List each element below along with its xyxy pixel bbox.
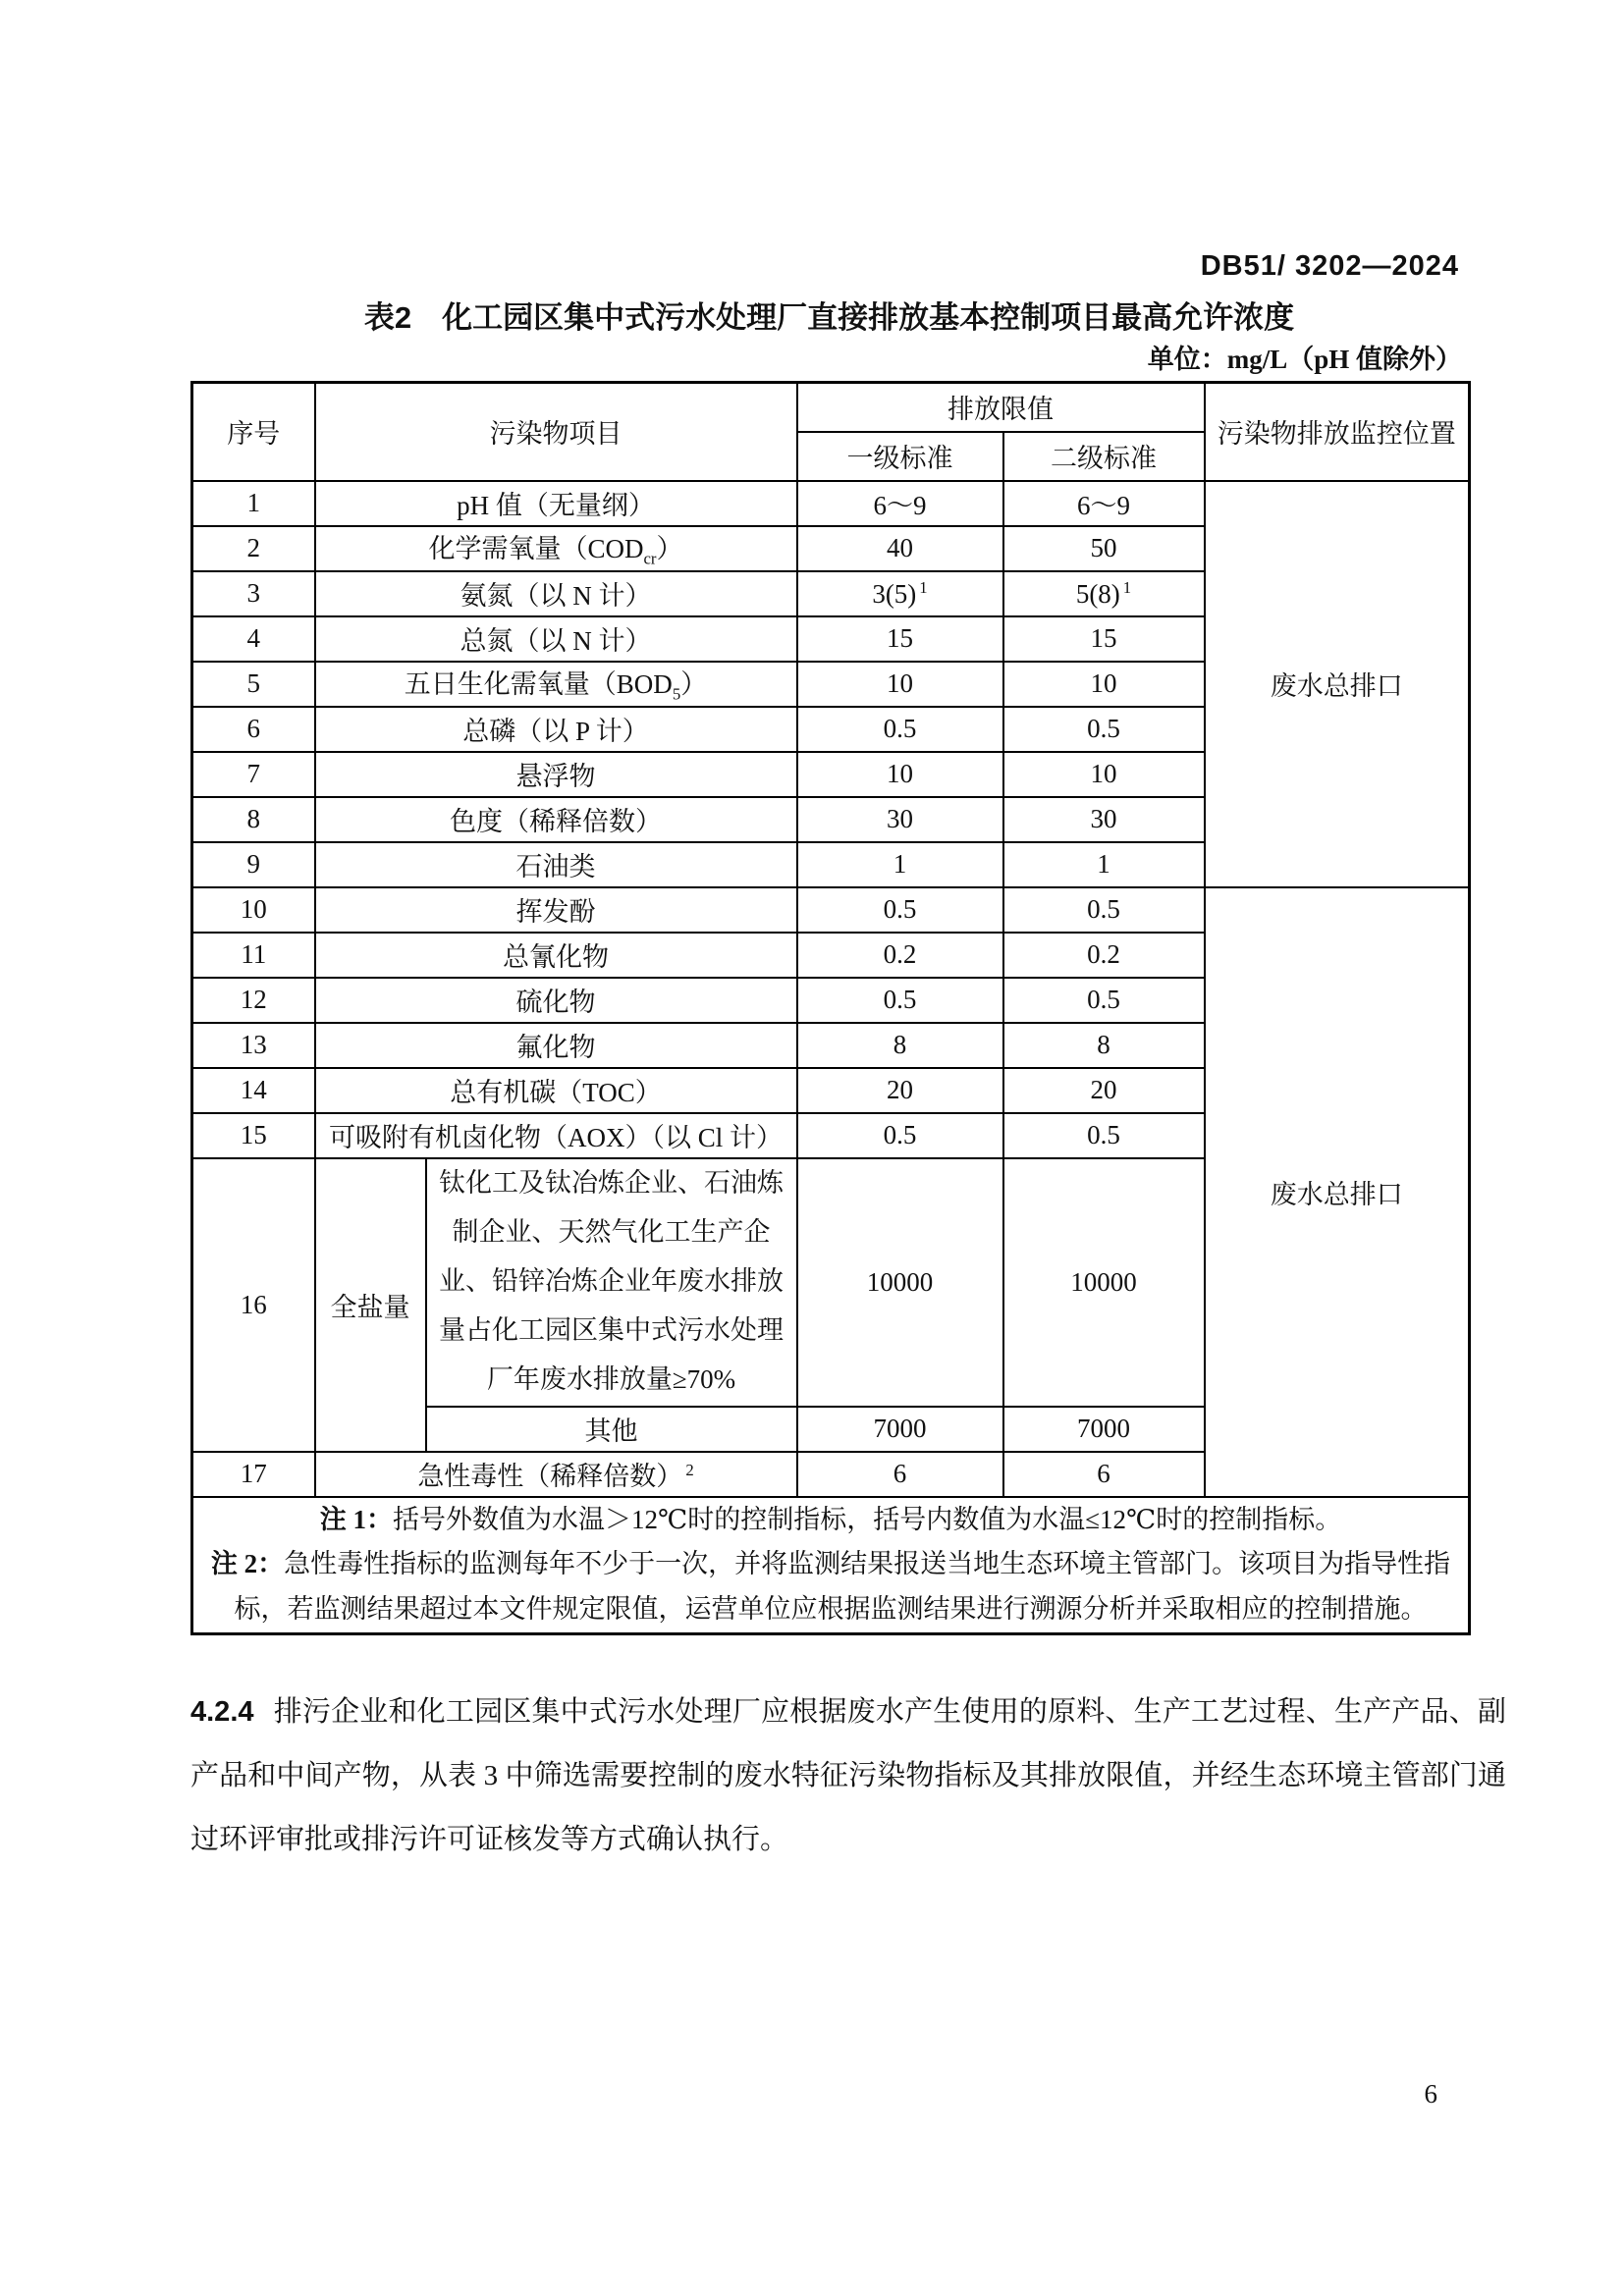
pollutant-limits-table	[190, 381, 1471, 1635]
limit-level2: 10	[1003, 752, 1205, 797]
limit-level1: 7000	[797, 1407, 1003, 1452]
footnote-ref: 1	[919, 577, 928, 597]
name-subscript: 5	[672, 684, 681, 704]
table-notes	[192, 1497, 1470, 1634]
note-2	[199, 1542, 1462, 1632]
limit-level1: 0.5	[797, 707, 1003, 752]
limit-level2: 7000	[1003, 1407, 1205, 1452]
limit-level1: 0.5	[797, 978, 1003, 1023]
row-num: 15	[192, 1113, 315, 1158]
monitor-location-cell: 废水总排口	[1205, 887, 1470, 1497]
header-row-1	[192, 383, 1470, 432]
pollutant-name: 总氮（以 N 计）	[315, 616, 797, 662]
limit-level1: 10000	[797, 1158, 1003, 1407]
table-row	[192, 887, 1470, 933]
row-num: 1	[192, 481, 315, 526]
header-index: 序号	[192, 383, 315, 481]
row-num: 16	[192, 1158, 315, 1452]
limit-level2: 10000	[1003, 1158, 1205, 1407]
limit-level2: 6～9	[1003, 481, 1205, 526]
salt-case1-description: 钛化工及钛冶炼企业、石油炼制企业、天然气化工生产企业、铅锌冶炼企业年废水排放量占化工园区集中式污水处理厂年废水排放量≥70%	[426, 1158, 797, 1407]
limit-level2: 10	[1003, 662, 1205, 707]
pollutant-name: 急性毒性（稀释倍数） $^2$	[315, 1452, 797, 1497]
pollutant-name: 总氰化物	[315, 933, 797, 978]
row-num: 17	[192, 1452, 315, 1497]
name-subscript: cr	[643, 549, 657, 568]
row-num: 11	[192, 933, 315, 978]
limit-level2: 6	[1003, 1452, 1205, 1497]
pollutant-name: 悬浮物	[315, 752, 797, 797]
header-limit-group: 排放限值	[797, 383, 1205, 432]
row-num: 14	[192, 1068, 315, 1113]
note-1-text: 括号外数值为水温＞12℃时的控制指标，括号内数值为水温≤12℃时的控制指标。	[393, 1504, 1342, 1534]
table-title: 表2 化工园区集中式污水处理厂直接排放基本控制项目最高允许浓度	[363, 300, 1295, 335]
name-part: ）	[680, 669, 708, 700]
row-num: 3	[192, 571, 315, 616]
monitor-location-cell: 废水总排口	[1205, 481, 1470, 887]
limit-level1: 0.2	[797, 933, 1003, 978]
limit-level2: 20	[1003, 1068, 1205, 1113]
pollutant-name: 总磷（以 P 计）	[315, 707, 797, 752]
pollutant-name: 氨氮（以 N 计）	[315, 571, 797, 616]
pollutant-name: 硫化物	[315, 978, 797, 1023]
limit-level2: 30	[1003, 797, 1205, 842]
section-4-2-4	[190, 1681, 1506, 1872]
table-notes-row	[192, 1497, 1470, 1634]
pollutant-name: 石油类	[315, 842, 797, 887]
pollutant-name	[315, 662, 797, 707]
note-1-label: 注 1：	[319, 1504, 393, 1534]
limit-level2: 0.5	[1003, 887, 1205, 933]
limit-level2: 8	[1003, 1023, 1205, 1068]
note-2-label: 注 2：	[210, 1549, 285, 1579]
limit-level1: 8	[797, 1023, 1003, 1068]
page-number: 6	[1424, 2079, 1437, 2109]
limit-level1: 6～9	[797, 481, 1003, 526]
unit-note: 单位：mg/L（pH 值除外）	[1147, 345, 1462, 374]
header-level1: 一级标准	[797, 432, 1003, 481]
pollutant-name: 总有机碳（TOC）	[315, 1068, 797, 1113]
footnote-ref: 1	[1122, 577, 1132, 597]
header-level2: 二级标准	[1003, 432, 1205, 481]
header-pollutant: 污染物项目	[315, 383, 797, 481]
limit-level2: 50	[1003, 526, 1205, 571]
header-location: 污染物排放监控位置	[1205, 383, 1470, 481]
limit-level1: 3(5) $^1$	[797, 571, 1003, 616]
pollutant-name: 可吸附有机卤化物（AOX）（以 Cl 计）	[315, 1113, 797, 1158]
pollutant-name: 挥发酚	[315, 887, 797, 933]
limit-level1: 6	[797, 1452, 1003, 1497]
row-num: 7	[192, 752, 315, 797]
limit-level1: 0.5	[797, 887, 1003, 933]
row-num: 10	[192, 887, 315, 933]
name-part: 五日生化需氧量（BOD	[404, 669, 673, 700]
limit-level2: 0.5	[1003, 1113, 1205, 1158]
row-num: 5	[192, 662, 315, 707]
limit-level1: 0.5	[797, 1113, 1003, 1158]
limit-level2: 0.5	[1003, 978, 1205, 1023]
limit-level1: 15	[797, 616, 1003, 662]
limit-level2: 1	[1003, 842, 1205, 887]
doc-number: DB51/ 3202—2024	[1200, 250, 1459, 282]
row-num: 13	[192, 1023, 315, 1068]
row-num: 9	[192, 842, 315, 887]
name-part: 化学需氧量（COD	[428, 534, 644, 564]
row-num: 12	[192, 978, 315, 1023]
pollutant-name: 色度（稀释倍数）	[315, 797, 797, 842]
row-num: 6	[192, 707, 315, 752]
limit-level1: 20	[797, 1068, 1003, 1113]
limit-level1: 10	[797, 662, 1003, 707]
limit-level1: 40	[797, 526, 1003, 571]
pollutant-name: 氟化物	[315, 1023, 797, 1068]
limit-level1: 10	[797, 752, 1003, 797]
pollutant-name	[315, 526, 797, 571]
pollutant-group-name: 全盐量	[315, 1158, 426, 1452]
footnote-ref: 2	[685, 1461, 694, 1479]
row-num: 8	[192, 797, 315, 842]
section-number: 4.2.4	[190, 1696, 254, 1728]
table-row	[192, 481, 1470, 526]
section-text: 排污企业和化工园区集中式污水处理厂应根据废水产生使用的原料、生产工艺过程、生产产品、副产品和中间产物，从表 3 中筛选需要控制的废水特征污染物指标及其排放限值，并经生态环境主管部门通过环评审批或排污许可证核发等方式确认执行。	[190, 1696, 1506, 1855]
row-num: 4	[192, 616, 315, 662]
limit-level1: 30	[797, 797, 1003, 842]
limit-level1: 1	[797, 842, 1003, 887]
limit-level2: 0.2	[1003, 933, 1205, 978]
limit-level2: 0.5	[1003, 707, 1205, 752]
salt-case2-description: 其他	[426, 1407, 797, 1452]
pollutant-name: pH 值（无量纲）	[315, 481, 797, 526]
note-1	[199, 1498, 1462, 1543]
limit-level2: 5(8) $^1$	[1003, 571, 1205, 616]
limit-level2: 15	[1003, 616, 1205, 662]
row-num: 2	[192, 526, 315, 571]
name-part: ）	[656, 534, 683, 564]
note-2-text: 急性毒性指标的监测每年不少于一次，并将监测结果报送当地生态环境主管部门。该项目为指导性指标，若监测结果超过本文件规定限值，运营单位应根据监测结果进行溯源分析并采取相应的控制措施。	[234, 1549, 1451, 1625]
